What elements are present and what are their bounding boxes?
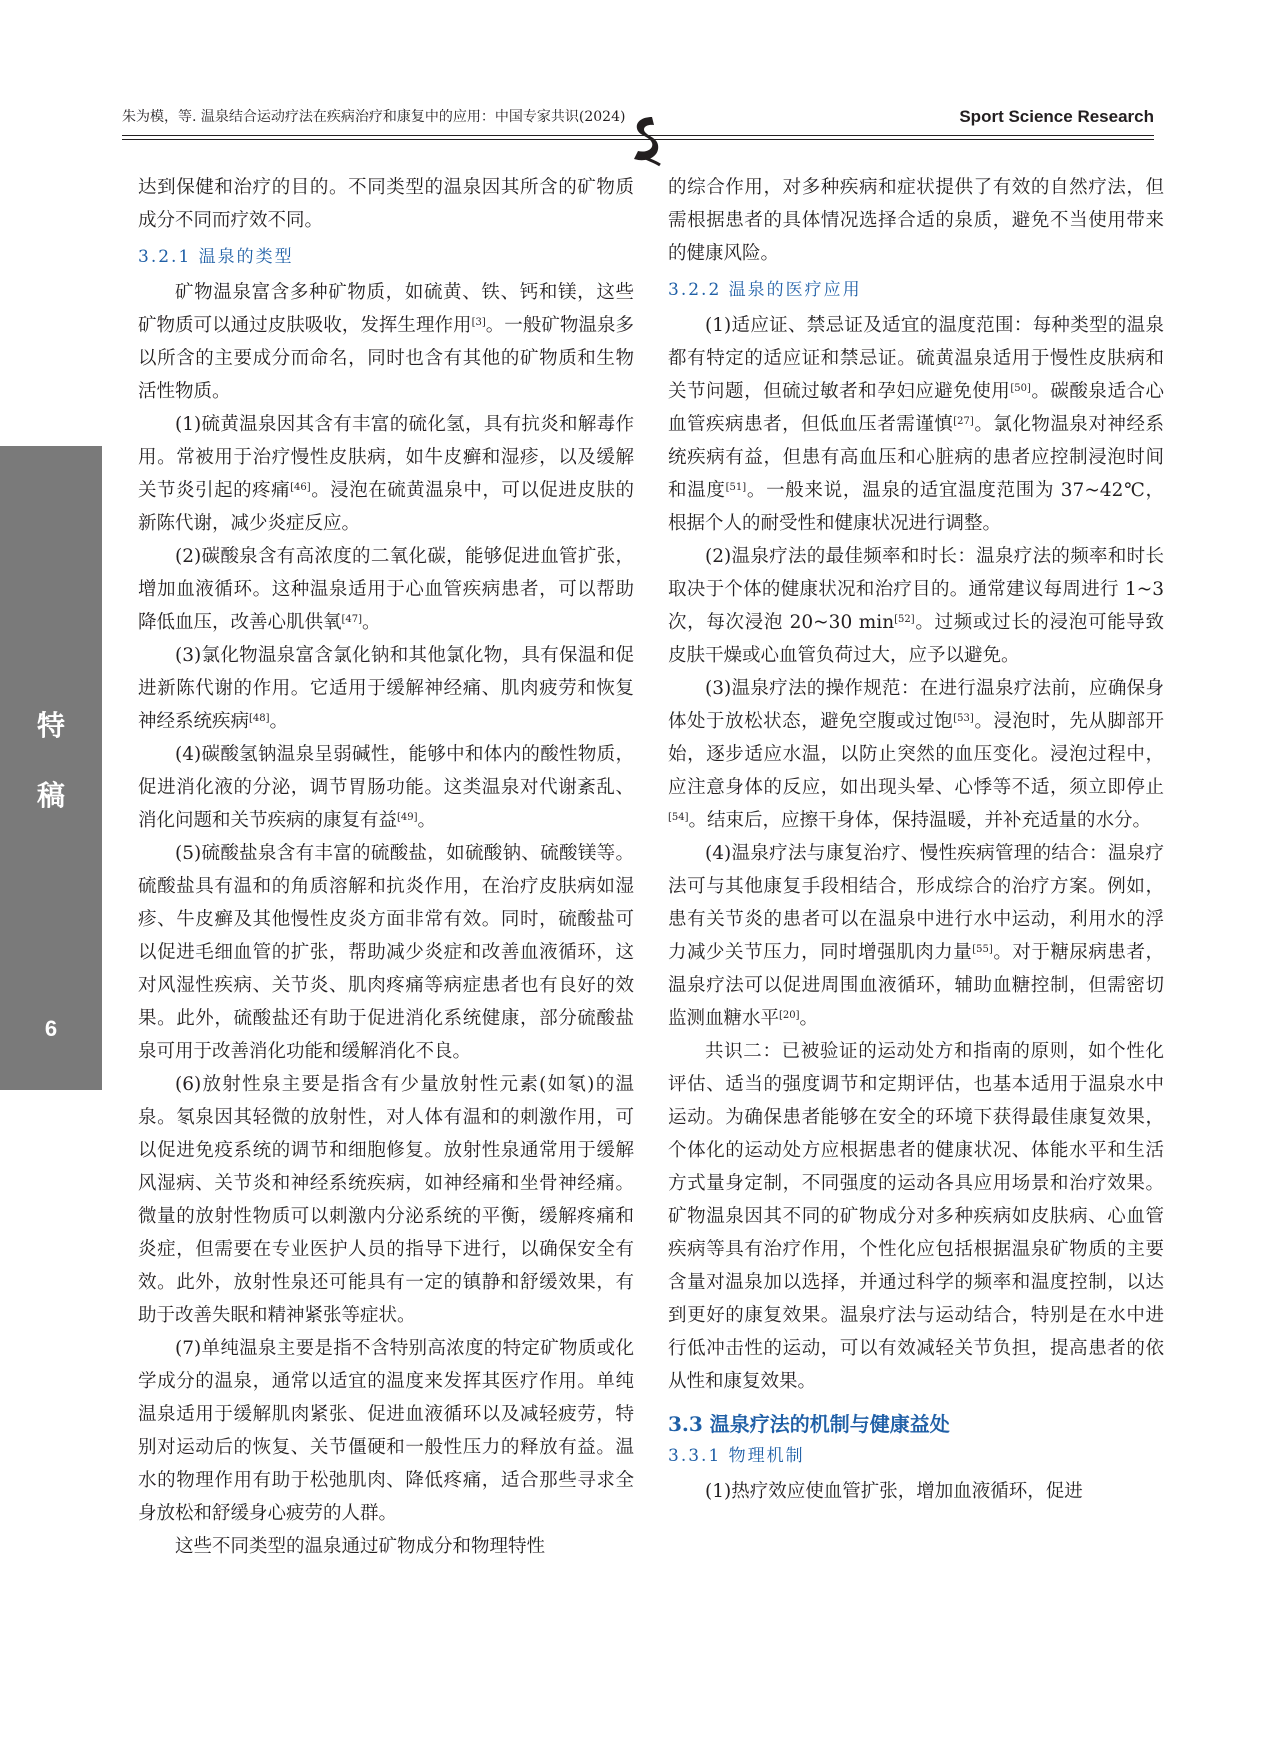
paragraph: (3)氯化物温泉富含氯化钠和其他氯化物，具有保温和促进新陈代谢的作用。它适用于缓解神经痛、肌肉疲劳和恢复神经系统疾病[48]。 xyxy=(138,645,634,732)
subsection-heading-3-3-1: 3.3.1 物理机制 xyxy=(668,1446,805,1466)
running-title: 朱为模，等. 温泉结合运动疗法在疾病治疗和康复中的应用：中国专家共识(2024) xyxy=(122,109,626,125)
citation: [46] xyxy=(290,482,311,493)
paragraph: 共识二：已被验证的运动处方和指南的原则，如个性化评估、适当的强度调节和定期评估，也基本适用于温泉水中运动。为确保患者能够在安全的环境下获得最佳康复效果，个体化的运动处方应根据患者的健康状况、体能水平和生活方式量身定制，不同强度的运动各具应用场景和治疗效果。矿物温泉因其不同的矿物成分对多种疾病如皮肤病、心血管疾病等具有治疗作用，个性化应包括根据温泉矿物质的主要含量对温泉加以选择，并通过科学的频率和温度控制，以达到更好的康复效果。温泉疗法与运动结合，特别是在水中进行低冲击性的运动，可以有效减轻关节负担，提高患者的依从性和康复效果。 xyxy=(668,1041,1164,1392)
paragraph: (6)放射性泉主要是指含有少量放射性元素(如氡)的温泉。氡泉因其轻微的放射性，对人体有温和的刺激作用，可以促进免疫系统的调节和细胞修复。放射性泉通常用于缓解风湿病、关节炎和神经系统疾病，如神经痛和坐骨神经痛。微量的放射性物质可以刺激内分泌系统的平衡，缓解疼痛和炎症，但需要在专业医护人员的指导下进行，以确保安全有效。此外，放射性泉还可能具有一定的镇静和舒缓效果，有助于改善失眠和精神紧张等症状。 xyxy=(138,1074,634,1326)
paragraph: (7)单纯温泉主要是指不含特别高浓度的特定矿物质或化学成分的温泉，通常以适宜的温度来发挥其医疗作用。单纯温泉适用于缓解肌肉紧张、促进血液循环以及减轻疲劳，特别对运动后的恢复、关节僵硬和一般性压力的释放有益。温水的物理作用有助于松弛肌肉、降低疼痛，适合那些寻求全身放松和舒缓身心疲劳的人群。 xyxy=(138,1338,634,1524)
paragraph: 这些不同类型的温泉通过矿物成分和物理特性 xyxy=(175,1536,546,1557)
citation: [55] xyxy=(972,944,993,955)
left-column xyxy=(138,171,634,1563)
paragraph: (2)碳酸泉含有高浓度的二氧化碳，能够促进血管扩张，增加血液循环。这种温泉适用于心血管疾病患者，可以帮助降低血压，改善心肌供氧[47]。 xyxy=(138,546,634,633)
header-rule-top xyxy=(122,135,1154,136)
paragraph: (5)硫酸盐泉含有丰富的硫酸盐，如硫酸钠、硫酸镁等。硫酸盐具有温和的角质溶解和抗炎作用，在治疗皮肤病如湿疹、牛皮癣及其他慢性皮炎方面非常有效。同时，硫酸盐可以促进毛细血管的扩张，帮助减少炎症和改善血液循环，这对风湿性疾病、关节炎、肌肉疼痛等病症患者也有良好的效果。此外，硫酸盐还有助于促进消化系统健康，部分硫酸盐泉可用于改善消化功能和缓解消化不良。 xyxy=(138,843,634,1062)
paragraph: 达到保健和治疗的目的。不同类型的温泉因其所含的矿物质成分不同而疗效不同。 xyxy=(138,177,634,231)
subsection-heading-3-2-2: 3.2.2 温泉的医疗应用 xyxy=(668,280,862,300)
header-rule-bottom xyxy=(122,139,1154,140)
side-tab-char-1: 特 xyxy=(36,709,65,742)
paragraph: (1)热疗效应使血管扩张，增加血液循环，促进 xyxy=(705,1481,1083,1502)
paragraph: (3)温泉疗法的操作规范：在进行温泉疗法前，应确保身体处于放松状态，避免空腹或过饱[53]。浸泡时，先从脚部开始，逐步适应水温，以防止突然的血压变化。浸泡过程中，应注意身体的反应，如出现头晕、心悸等不适，须立即停止[54]。结束后，应擦干身体，保持温暖，并补充适量的水分。 xyxy=(668,678,1164,831)
citation: [20] xyxy=(779,1010,800,1021)
paragraph: 的综合作用，对多种疾病和症状提供了有效的自然疗法，但需根据患者的具体情况选择合适的泉质，避免不当使用带来的健康风险。 xyxy=(668,177,1164,264)
citation: [27] xyxy=(953,416,974,427)
citation: [52] xyxy=(894,614,915,625)
paragraph: (1)适应证、禁忌证及适宜的温度范围：每种类型的温泉都有特定的适应证和禁忌证。硫黄温泉适用于慢性皮肤病和关节问题，但硫过敏者和孕妇应避免使用[50]。碳酸泉适合心血管疾病患者，但低血压者需谨慎[27]。氯化物温泉对神经系统疾病有益，但患有高血压和心脏病的患者应控制浸泡时间和温度[51]。一般来说，温泉的适宜温度范围为 37~42℃，根据个人的耐受性和健康状况进行调整。 xyxy=(668,315,1164,534)
citation: [48] xyxy=(249,713,270,724)
journal-logo-icon xyxy=(630,115,664,167)
citation: [47] xyxy=(341,614,363,625)
citation: [53] xyxy=(953,713,974,724)
citation: [54] xyxy=(668,812,689,823)
side-tab-char-2: 稿 xyxy=(36,779,65,812)
paragraph: 矿物温泉富含多种矿物质，如硫黄、铁、钙和镁，这些矿物质可以通过皮肤吸收，发挥生理作用[3]。一般矿物温泉多以所含的主要成分而命名，同时也含有其他的矿物质和生物活性物质。 xyxy=(138,282,634,402)
paragraph: (4)温泉疗法与康复治疗、慢性疾病管理的结合：温泉疗法可与其他康复手段相结合，形成综合的治疗方案。例如，患有关节炎的患者可以在温泉中进行水中运动，利用水的浮力减少关节压力，同时增强肌肉力量[55]。对于糖尿病患者，温泉疗法可以促进周围血液循环，辅助血糖控制，但需密切监测血糖水平[20]。 xyxy=(668,843,1164,1029)
section-heading-3-3: 3.3 温泉疗法的机制与健康益处 xyxy=(668,1412,950,1436)
citation: [49] xyxy=(397,812,418,823)
paragraph: (4)碳酸氢钠温泉呈弱碱性，能够中和体内的酸性物质，促进消化液的分泌，调节胃肠功能。这类温泉对代谢紊乱、消化问题和关节疾病的康复有益[49]。 xyxy=(138,744,634,831)
right-column xyxy=(668,171,1164,1508)
citation: [50] xyxy=(1010,383,1031,394)
page-number: 6 xyxy=(44,1016,58,1041)
paragraph: (2)温泉疗法的最佳频率和时长：温泉疗法的频率和时长取决于个体的健康状况和治疗目的。通常建议每周进行 1~3 次，每次浸泡 20~30 min[52]。过频或过长的浸泡可能导致皮肤干燥或心血管负荷过大，应予以避免。 xyxy=(668,546,1164,666)
citation: [51] xyxy=(725,482,747,493)
paragraph: (1)硫黄温泉因其含有丰富的硫化氢，具有抗炎和解毒作用。常被用于治疗慢性皮肤病，如牛皮癣和湿疹，以及缓解关节炎引起的疼痛[46]。浸泡在硫黄温泉中，可以促进皮肤的新陈代谢，减少炎症反应。 xyxy=(138,414,634,534)
journal-name: Sport Science Research xyxy=(959,107,1154,126)
citation: [3] xyxy=(471,317,486,328)
subsection-heading-3-2-1: 3.2.1 温泉的类型 xyxy=(138,247,294,267)
side-section-tab xyxy=(0,446,102,1090)
